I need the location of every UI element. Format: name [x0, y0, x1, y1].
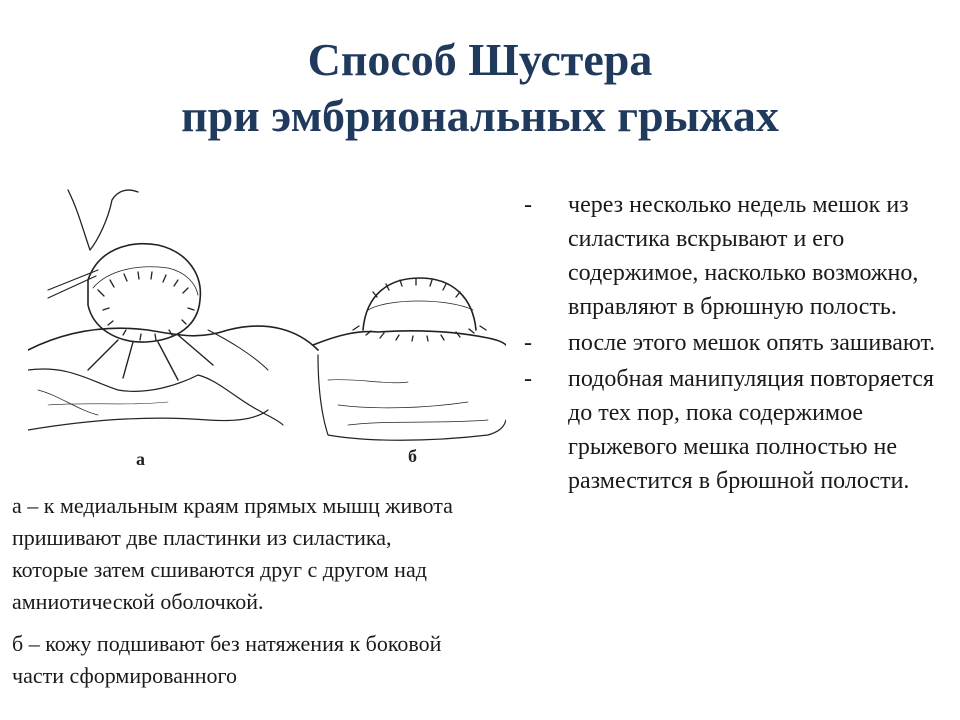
bullet-marker: -	[524, 330, 532, 356]
surgical-illustration	[28, 180, 506, 480]
caption-b: б – кожу подшивают без натяжения к боковой части сформированного	[12, 631, 442, 688]
list-item	[520, 362, 952, 498]
bullet-list	[520, 188, 952, 500]
panel-a-label: а	[136, 449, 145, 469]
title-line-2: при эмбриональных грыжах	[181, 90, 779, 141]
bullet-text: после этого мешок опять зашивают.	[568, 330, 936, 356]
bullet-marker: -	[524, 366, 532, 392]
panel-b-label: б	[408, 446, 417, 466]
title-line-1: Способ Шустера	[307, 34, 653, 85]
bullet-marker: -	[524, 192, 532, 218]
slide-title	[0, 32, 960, 144]
bullet-text: через несколько недель мешок из силастика вскрывают и его содержимое, насколько возможно, вправляют в брюшную полость.	[568, 192, 919, 320]
bullet-text: подобная манипуляция повторяется до тех пор, пока содержимое грыжевого мешка полностью не разместится в брюшной полости.	[568, 366, 934, 494]
panel-a-drawing	[28, 190, 318, 430]
panel-b-drawing	[313, 278, 506, 440]
list-item	[520, 188, 952, 324]
figure-caption	[12, 490, 462, 702]
list-item	[520, 326, 952, 360]
caption-a: а – к медиальным краям прямых мышц живота пришивают две пластинки из силастика, которые затем сшиваются друг с другом над амниотической оболочкой.	[12, 493, 453, 614]
